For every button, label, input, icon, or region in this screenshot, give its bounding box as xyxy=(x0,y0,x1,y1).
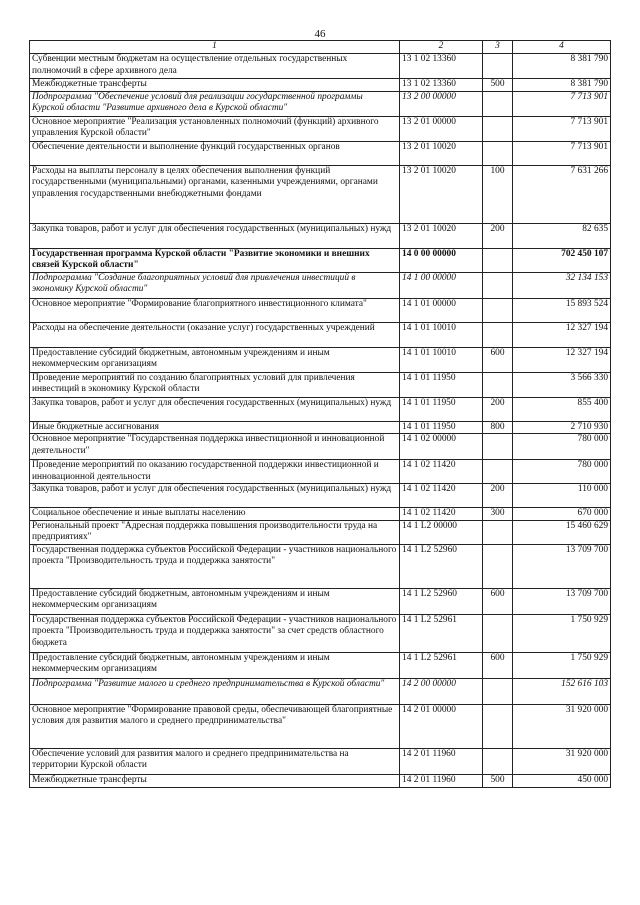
table-row xyxy=(30,91,611,116)
cell-name: Обеспечение условий для развития малого и среднего предпринимательства на территории Курской области xyxy=(30,748,400,774)
cell-amount: 13 709 700 xyxy=(513,588,611,614)
table-header-row xyxy=(30,41,611,54)
table-row xyxy=(30,774,611,787)
cell-amount: 12 327 194 xyxy=(513,347,611,372)
cell-code: 14 1 00 00000 xyxy=(400,272,483,298)
cell-amount: 780 000 xyxy=(513,460,611,484)
cell-name: Субвенции местным бюджетам на осуществление отдельных государственных полномочий в сфере архивного дела xyxy=(30,54,400,79)
cell-expense-type xyxy=(483,748,513,774)
cell-amount: 15 460 629 xyxy=(513,520,611,544)
table-row xyxy=(30,347,611,372)
table-row xyxy=(30,421,611,434)
cell-name: Закупка товаров, работ и услуг для обеспечения государственных (муниципальных) нужд xyxy=(30,484,400,508)
cell-name: Подпрограмма "Создание благоприятных условий для привлечения инвестиций в экономику Курской области" xyxy=(30,272,400,298)
cell-name: Государственная поддержка субъектов Российской Федерации - участников национального проекта "Производительность труда и поддержка занятости" xyxy=(30,544,400,588)
table-row xyxy=(30,223,611,248)
table-row xyxy=(30,460,611,484)
cell-expense-type: 500 xyxy=(483,79,513,92)
cell-expense-type xyxy=(483,460,513,484)
table-row xyxy=(30,141,611,165)
cell-expense-type: 200 xyxy=(483,397,513,421)
table-row xyxy=(30,520,611,544)
cell-expense-type xyxy=(483,298,513,322)
cell-name: Межбюджетные трансферты xyxy=(30,774,400,787)
table-row xyxy=(30,434,611,460)
table-row xyxy=(30,54,611,79)
cell-amount: 855 400 xyxy=(513,397,611,421)
cell-amount: 31 920 000 xyxy=(513,704,611,748)
cell-expense-type: 600 xyxy=(483,588,513,614)
cell-code: 14 1 01 10010 xyxy=(400,347,483,372)
cell-code: 14 2 00 00000 xyxy=(400,678,483,704)
cell-name: Подпрограмма "Развитие малого и среднего предпринимательства в Курской области" xyxy=(30,678,400,704)
cell-expense-type: 500 xyxy=(483,774,513,787)
cell-amount: 702 450 107 xyxy=(513,248,611,272)
cell-code: 14 2 01 11960 xyxy=(400,748,483,774)
cell-code: 14 2 01 11960 xyxy=(400,774,483,787)
cell-name: Предоставление субсидий бюджетным, автономным учреждениям и иным некоммерческим организациям xyxy=(30,588,400,614)
table-row xyxy=(30,372,611,397)
cell-name: Межбюджетные трансферты xyxy=(30,79,400,92)
cell-code: 14 1 01 11950 xyxy=(400,372,483,397)
table-row xyxy=(30,484,611,508)
cell-code: 14 1 02 11420 xyxy=(400,460,483,484)
cell-code: 13 2 00 00000 xyxy=(400,91,483,116)
cell-name: Предоставление субсидий бюджетным, автономным учреждениям и иным некоммерческим организациям xyxy=(30,652,400,678)
cell-amount: 13 709 700 xyxy=(513,544,611,588)
cell-amount: 15 893 524 xyxy=(513,298,611,322)
table-row xyxy=(30,614,611,652)
cell-name: Расходы на выплаты персоналу в целях обеспечения выполнения функций государственными (муниципальными) органами, казенными учреждениями, органами управления государственными внебюджетными фондами xyxy=(30,165,400,223)
cell-code: 14 1 01 00000 xyxy=(400,298,483,322)
cell-expense-type: 600 xyxy=(483,652,513,678)
cell-expense-type: 600 xyxy=(483,347,513,372)
cell-expense-type: 300 xyxy=(483,508,513,521)
table-row xyxy=(30,165,611,223)
cell-amount: 3 566 330 xyxy=(513,372,611,397)
cell-name: Основное мероприятие "Формирование правовой среды, обеспечивающей благоприятные условия для развития малого и среднего предпринимательства" xyxy=(30,704,400,748)
cell-name: Региональный проект "Адресная поддержка повышения производительности труда на предприятиях" xyxy=(30,520,400,544)
table-body xyxy=(30,54,611,788)
cell-code: 14 1 02 00000 xyxy=(400,434,483,460)
cell-expense-type: 200 xyxy=(483,484,513,508)
cell-code: 13 2 01 10020 xyxy=(400,223,483,248)
header-col-2: 2 xyxy=(400,41,483,54)
cell-expense-type: 200 xyxy=(483,223,513,248)
cell-amount: 2 710 930 xyxy=(513,421,611,434)
cell-name: Предоставление субсидий бюджетным, автономным учреждениям и иным некоммерческим организациям xyxy=(30,347,400,372)
table-row xyxy=(30,298,611,322)
header-col-1: 1 xyxy=(30,41,400,54)
table-row xyxy=(30,748,611,774)
cell-expense-type xyxy=(483,520,513,544)
cell-amount: 152 616 103 xyxy=(513,678,611,704)
budget-table xyxy=(29,40,611,788)
cell-code: 13 2 01 10020 xyxy=(400,141,483,165)
header-col-4: 4 xyxy=(513,41,611,54)
cell-expense-type xyxy=(483,372,513,397)
cell-amount: 7 631 266 xyxy=(513,165,611,223)
cell-name: Закупка товаров, работ и услуг для обеспечения государственных (муниципальных) нужд xyxy=(30,223,400,248)
cell-code: 14 1 L2 52961 xyxy=(400,614,483,652)
table-row xyxy=(30,248,611,272)
cell-name: Иные бюджетные ассигнования xyxy=(30,421,400,434)
header-col-3: 3 xyxy=(483,41,513,54)
cell-code: 13 2 01 10020 xyxy=(400,165,483,223)
table-row xyxy=(30,322,611,347)
cell-name: Расходы на обеспечение деятельности (оказание услуг) государственных учреждений xyxy=(30,322,400,347)
cell-expense-type xyxy=(483,91,513,116)
cell-amount: 8 381 790 xyxy=(513,79,611,92)
table-row xyxy=(30,116,611,141)
cell-amount: 7 713 901 xyxy=(513,116,611,141)
cell-amount: 670 000 xyxy=(513,508,611,521)
cell-amount: 780 000 xyxy=(513,434,611,460)
cell-expense-type xyxy=(483,54,513,79)
table-row xyxy=(30,678,611,704)
cell-name: Основное мероприятие "Формирование благоприятного инвестиционного климата" xyxy=(30,298,400,322)
cell-name: Государственная поддержка субъектов Российской Федерации - участников национального проекта "Производительность труда и поддержка занятости" за счет средств областного бюджета xyxy=(30,614,400,652)
cell-expense-type xyxy=(483,704,513,748)
cell-code: 14 1 01 10010 xyxy=(400,322,483,347)
cell-code: 14 1 01 11950 xyxy=(400,421,483,434)
cell-amount: 7 713 901 xyxy=(513,141,611,165)
cell-code: 13 1 02 13360 xyxy=(400,79,483,92)
cell-name: Проведение мероприятий по оказанию государственной поддержки инвестиционной и инновационной деятельности xyxy=(30,460,400,484)
table-row xyxy=(30,544,611,588)
cell-expense-type: 800 xyxy=(483,421,513,434)
table-row xyxy=(30,508,611,521)
cell-code: 14 1 L2 52960 xyxy=(400,588,483,614)
cell-expense-type xyxy=(483,272,513,298)
cell-amount: 8 381 790 xyxy=(513,54,611,79)
table-row xyxy=(30,652,611,678)
cell-name: Обеспечение деятельности и выполнение функций государственных органов xyxy=(30,141,400,165)
cell-code: 13 2 01 00000 xyxy=(400,116,483,141)
cell-name: Закупка товаров, работ и услуг для обеспечения государственных (муниципальных) нужд xyxy=(30,397,400,421)
cell-amount: 82 635 xyxy=(513,223,611,248)
cell-code: 14 1 02 11420 xyxy=(400,484,483,508)
cell-code: 13 1 02 13360 xyxy=(400,54,483,79)
cell-expense-type xyxy=(483,141,513,165)
cell-name: Государственная программа Курской области "Развитие экономики и внешних связей Курской области" xyxy=(30,248,400,272)
cell-name: Проведение мероприятий по созданию благоприятных условий для привлечения инвестиций в экономику Курской области xyxy=(30,372,400,397)
cell-code: 14 1 L2 52961 xyxy=(400,652,483,678)
cell-amount: 7 713 901 xyxy=(513,91,611,116)
cell-expense-type xyxy=(483,614,513,652)
cell-code: 14 1 L2 00000 xyxy=(400,520,483,544)
cell-expense-type xyxy=(483,678,513,704)
cell-name: Подпрограмма "Обеспечение условий для реализации государственной программы Курской области "Развитие архивного дела в Курской области" xyxy=(30,91,400,116)
cell-code: 14 1 02 11420 xyxy=(400,508,483,521)
cell-amount: 110 000 xyxy=(513,484,611,508)
cell-expense-type xyxy=(483,434,513,460)
cell-code: 14 2 01 00000 xyxy=(400,704,483,748)
table-row xyxy=(30,272,611,298)
cell-code: 14 1 L2 52960 xyxy=(400,544,483,588)
table-row xyxy=(30,704,611,748)
cell-amount: 31 920 000 xyxy=(513,748,611,774)
cell-amount: 32 134 153 xyxy=(513,272,611,298)
table-row xyxy=(30,397,611,421)
cell-code: 14 1 01 11950 xyxy=(400,397,483,421)
cell-amount: 450 000 xyxy=(513,774,611,787)
cell-amount: 12 327 194 xyxy=(513,322,611,347)
cell-expense-type xyxy=(483,544,513,588)
page-number: 46 xyxy=(314,28,326,40)
cell-expense-type xyxy=(483,248,513,272)
cell-expense-type xyxy=(483,116,513,141)
cell-expense-type: 100 xyxy=(483,165,513,223)
cell-name: Основное мероприятие "Государственная поддержка инвестиционной и инновационной деятельности" xyxy=(30,434,400,460)
table-row xyxy=(30,79,611,92)
cell-amount: 1 750 929 xyxy=(513,652,611,678)
cell-code: 14 0 00 00000 xyxy=(400,248,483,272)
cell-amount: 1 750 929 xyxy=(513,614,611,652)
cell-name: Основное мероприятие "Реализация установленных полномочий (функций) архивного управления Курской области" xyxy=(30,116,400,141)
cell-expense-type xyxy=(483,322,513,347)
cell-name: Социальное обеспечение и иные выплаты населению xyxy=(30,508,400,521)
table-row xyxy=(30,588,611,614)
